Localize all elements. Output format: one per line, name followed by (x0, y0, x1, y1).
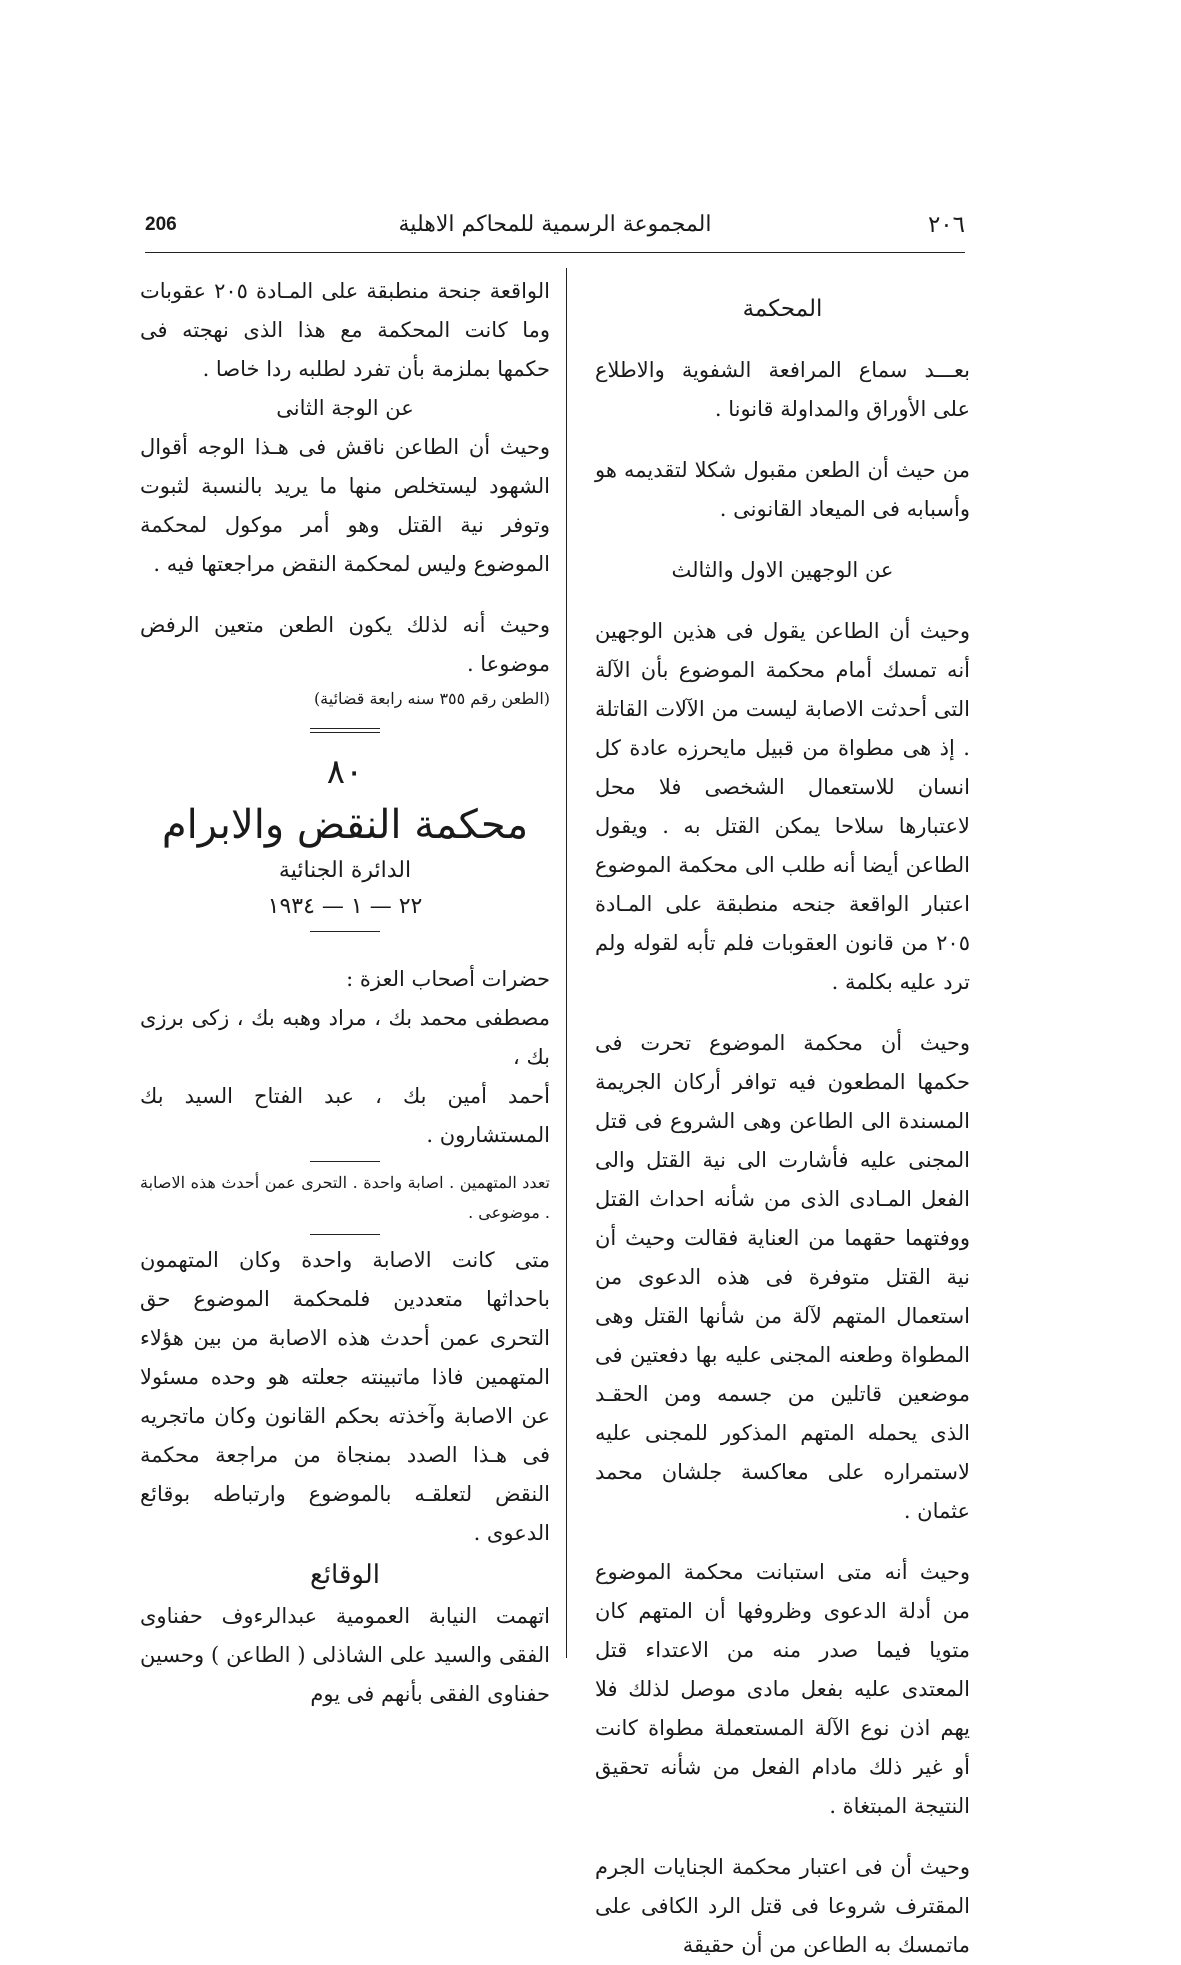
judgment-date: ٢٢ — ١ — ١٩٣٤ (267, 894, 423, 919)
case-number: ٨٠ (326, 752, 364, 792)
separator-rule (310, 728, 380, 733)
page-number-latin: 206 (145, 214, 177, 235)
judges-intro: حضرات أصحاب العزة : (346, 967, 550, 991)
paragraph: وحيث أنه لذلك يكون الطعن متعين الرفض موضوعا . (140, 613, 550, 676)
legal-principle: متى كانت الاصابة واحدة وكان المتهمون باحداثها متعددين فلمحكمة الموضوع حق التحرى عمن أحدث هذه الاصابة من بين هؤلاء المتهمين فاذا ماتبينته جعلته هو وحده مسئولا عن الاصابة وآخذته بحكم القانون وكان ماتجريه فى هـذا الصدد بمنجاة من مراجعة محكمة النقض لتعلقـه بالموضوع وارتباطه بوقائع الدعوى . (140, 1248, 550, 1545)
paragraph: وحيث أن محكمة الموضوع تحرت فى حكمها المطعون فيه توافر أركان الجريمة المسندة الى الطاعن وهى الشروع فى قتل المجنى عليه فأشارت الى نية القتل والى الفعل المـادى الذى من شأنه احداث القتل ووفتهما حقهما من العناية فقالت وحيث أن نية القتل متوفرة فى هذه الدعوى من استعمال المتهم لآلة من شأنها القتل وهى المطواة وطعنه المجنى عليه بها دفعتين فى موضعين قاتلين من جسمه ومن الحقـد الذى يحمله المتهم المذكور للمجنى عليه لاستمراره على معاكسة جلشان محمد عثمان . (595, 1031, 970, 1523)
court-name: محكمة النقض والابرام (161, 802, 529, 848)
paragraph: وحيث أن الطاعن يقول فى هذين الوجهين أنه تمسك أمام محكمة الموضوع بأن الآلة التى أحدثت الاصابة ليست من الآلات القاتلة . إذ هى مطواة من قبيل مايحرزه عادة كل انسان للاستعمال الشخصى فلا محل لاعتبارها سلاحا يمكن القتل به . ويقول الطاعن أيضا أنه طلب الى محكمة الموضوع اعتبار الواقعة جنحه منطبقة على المـادة ٢٠٥ من قانون العقوبات فلم تأبه لقوله ولم ترد عليه بكلمة . (595, 619, 970, 994)
section-heading-second-ground: عن الوجة الثانى (276, 396, 414, 420)
paragraph: وحيث أنه متى استبانت محكمة الموضوع من أدلة الدعوى وظروفها أن المتهم كان متويا فيما صدر منه من الاعتداء قتل المعتدى عليه بفعل مادى موصل لذلك فلا يهم اذن نوع الآلة المستعملة مطواة كانت أو غير ذلك مادام الفعل من شأنه تحقيق النتيجة المبتغاة . (595, 1560, 970, 1818)
facts-heading: الوقائع (309, 1560, 380, 1590)
left-column (140, 272, 550, 1714)
paragraph: من حيث أن الطعن مقبول شكلا لتقديمه هو وأسبابه فى الميعاد القانونى . (595, 458, 970, 521)
paragraph: وحيث أن الطاعن ناقش فى هـذا الوجه أقوال الشهود ليستخلص منها ما يريد بالنسبة لثبوت وتوفر نية القتل وهو أمر موكول لمحكمة الموضوع وليس لمحكمة النقض مراجعتها فيه . (140, 435, 550, 576)
judges-line: مصطفى محمد بك ، مراد وهبه بك ، زكى برزى بك ، (140, 1006, 550, 1069)
chamber: الدائرة الجنائية (278, 858, 412, 883)
page-number-arabic: ٢٠٦ (927, 212, 965, 238)
page-header (145, 212, 965, 248)
journal-title: المجموعة الرسمية للمحاكم الاهلية (398, 212, 712, 237)
separator-rule (310, 1161, 380, 1162)
facts-paragraph: اتهمت النيابة العمومية عبدالرءوف حفناوى الفقى والسيد على الشاذلى ( الطاعن ) وحسين حفناوى الفقى بأنهم فى يوم (140, 1604, 550, 1706)
paragraph: الواقعة جنحة منطبقة على المـادة ٢٠٥ عقوبات وما كانت المحكمة مع هذا الذى نهجته فى حكمها بملزمة بأن تفرد لطلبه ردا خاصا . (140, 279, 550, 381)
right-column (595, 282, 970, 1965)
appeal-reference: (الطعن رقم ٣٥٥ سنه رابعة قضائية) (313, 689, 550, 708)
section-heading-court: المحكمة (742, 296, 823, 322)
section-heading-grounds: عن الوجهين الاول والثالث (671, 558, 894, 582)
judges-line: أحمد أمين بك ، عبد الفتاح السيد بك المستشارون . (140, 1084, 550, 1147)
header-rule (145, 252, 965, 253)
separator-rule (310, 931, 380, 932)
separator-rule (310, 1234, 380, 1235)
keywords: تعدد المتهمين . اصابة واحدة . التحرى عمن أحدث هذه الاصابة . موضوعى . (140, 1173, 550, 1222)
column-divider (566, 268, 567, 1658)
paragraph: وحيث أن فى اعتبار محكمة الجنايات الجرم المقترف شروعا فى قتل الرد الكافى على ماتمسك به الطاعن من أن حقيقة (595, 1855, 970, 1957)
paragraph: بعـــد سماع المرافعة الشفوية والاطلاع على الأوراق والمداولة قانونا . (595, 358, 970, 421)
